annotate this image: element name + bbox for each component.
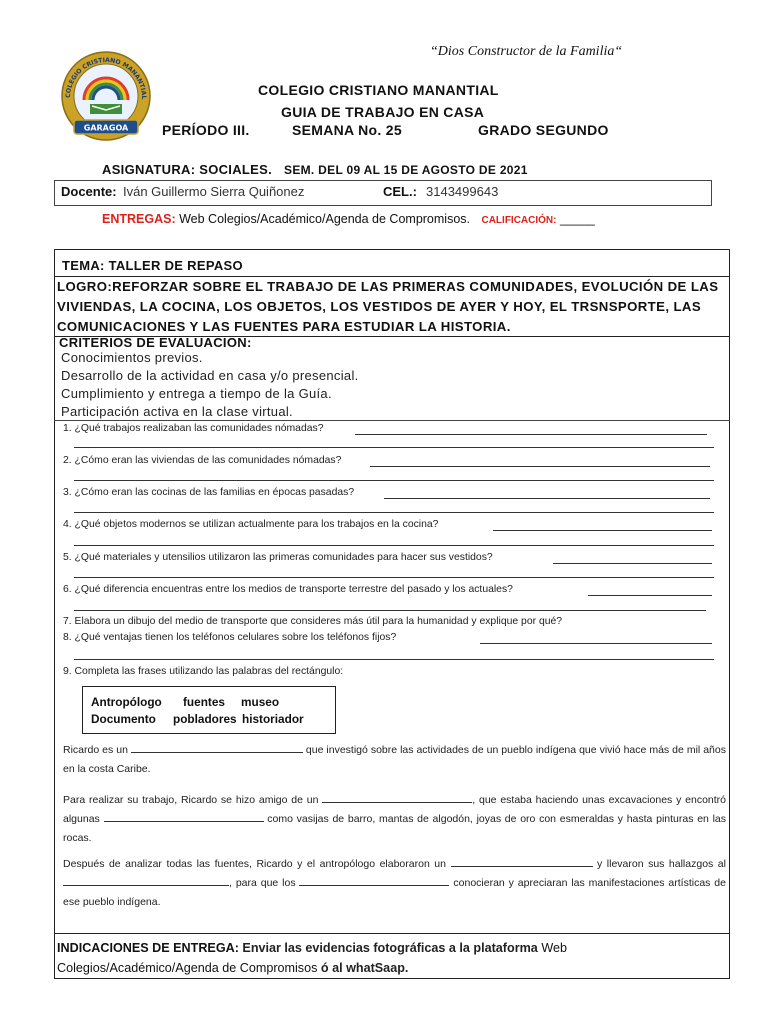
entregas-label: ENTREGAS: [102,212,176,226]
fill-blank[interactable] [451,857,593,867]
fill-blank[interactable] [63,876,229,886]
indicaciones-label: INDICACIONES DE ENTREGA: [57,941,239,955]
word-item: Antropólogo [91,695,162,709]
word-item: historiador [242,712,304,726]
paragraph-text: Para realizar su trabajo, Ricardo se hizo amigo de un [63,794,319,806]
answer-line[interactable] [493,530,712,531]
question-6: 6. ¿Qué diferencia encuentras entre los medios de transporte terrestre del pasado y los actuales? [63,584,513,595]
question-1: 1. ¿Qué trabajos realizaban las comunidades nómadas? [63,423,324,434]
word-item: fuentes [183,695,225,709]
word-item: pobladores [173,712,237,726]
fill-blank[interactable] [299,876,449,886]
guide-title: GUIA DE TRABAJO EN CASA [281,104,485,120]
tema: TEMA: TALLER DE REPASO [62,258,243,273]
word-item: Documento [91,712,156,726]
answer-line[interactable] [74,577,714,578]
fill-blank[interactable] [131,743,303,753]
answer-line[interactable] [74,545,714,546]
asignatura: ASIGNATURA: SOCIALES. [102,162,273,177]
logro: LOGRO:REFORZAR SOBRE EL TRABAJO DE LAS PRIMERAS COMUNIDADES, EVOLUCIÓN DE LAS VIVIENDAS, LA COCINA, LOS OBJETOS, LOS VESTIDOS DE AYER Y HOY, EL TRSNSPORTE, LAS COMUNICACIONES Y LAS FUENTES PARA ESTUDIAR LA HISTORIA. [57,279,719,334]
answer-line[interactable] [370,466,710,467]
answer-line[interactable] [74,610,706,611]
answer-line[interactable] [553,563,712,564]
fill-blank[interactable] [322,793,472,803]
paragraph-text: Después de analizar todas las fuentes, Ricardo y el antropólogo elaboraron un [63,858,446,870]
paragraph-text: , para que los [229,877,296,889]
criterio-item: Conocimientos previos. [61,350,203,365]
motto: “Dios Constructor de la Familia“ [430,44,623,59]
indicaciones [57,938,725,978]
calificacion-label: CALIFICACIÓN: [481,215,557,226]
answer-line[interactable] [74,659,714,660]
cel-value: 3143499643 [426,184,499,199]
cel-label: CEL.: [383,184,417,199]
entregas-text: Web Colegios/Académico/Agenda de Compromisos. [179,212,470,226]
paragraph-text: , que estaba haciendo unas excavaciones y encontró algunas [63,794,727,825]
logo-banner: GARAGOA [83,123,129,133]
asignatura-row [102,162,528,177]
docente-box [54,180,712,206]
school-name: COLEGIO CRISTIANO MANANTIAL [258,82,499,98]
paragraph-text: que investigó sobre las actividades de un pueblo indígena que vivió hace más de mil años en la costa Caribe. [63,744,726,775]
answer-line[interactable] [384,498,710,499]
paragraph-2 [63,791,726,848]
periodo: PERÍODO III. [162,122,250,138]
question-5: 5. ¿Qué materiales y utensilios utilizaron las primeras comunidades para hacer sus vestidos? [63,552,493,563]
answer-line[interactable] [355,434,707,435]
question-8: 8. ¿Qué ventajas tienen los teléfonos celulares sobre los teléfonos fijos? [63,632,397,643]
question-7: 7. Elabora un dibujo del medio de transporte que consideres más útil para la humanidad y explique por qué? [63,616,563,627]
paragraph-1 [63,741,726,779]
school-logo [56,48,156,144]
word-bank [82,686,336,734]
indicaciones-platform: Web Colegios/Académico/Agenda de Compromisos [57,941,567,975]
logo-ring-text: COLEGIO CRISTIANO MANANTIAL [64,56,148,100]
indicaciones-whatsapp: ó al whatSaap. [317,961,409,975]
docente-label: Docente: [61,184,117,199]
paragraph-text: como vasijas de barro, mantas de algodón, joyas de oro con esmeraldas y hasta pinturas en las rocas. [63,813,727,844]
paragraph-3 [63,855,726,912]
entregas-row [102,212,595,226]
question-9: 9. Completa las frases utilizando las palabras del rectángulo: [63,666,344,677]
question-3: 3. ¿Cómo eran las cocinas de las familias en épocas pasadas? [63,487,355,498]
answer-line[interactable] [74,512,714,513]
criterio-item: Desarrollo de la actividad en casa y/o presencial. [61,368,359,383]
fill-blank[interactable] [104,812,264,822]
word-item: museo [241,695,280,709]
question-2: 2. ¿Cómo eran las viviendas de las comunidades nómadas? [63,455,342,466]
answer-line[interactable] [74,480,714,481]
grado: GRADO SEGUNDO [478,122,609,138]
question-4: 4. ¿Qué objetos modernos se utilizan actualmente para los trabajos en la cocina? [63,519,439,530]
answer-line[interactable] [480,643,712,644]
criterios-title: CRITERIOS DE EVALUACION: [59,335,252,350]
paragraph-text: conocieran y apreciaran las manifestaciones artísticas de ese pueblo indígena. [63,877,726,908]
paragraph-text: Ricardo es un [63,744,128,756]
criterio-item: Participación activa en la clase virtual. [61,404,293,419]
docente-name: Iván Guillermo Sierra Quiñonez [123,184,305,199]
criterio-item: Cumplimiento y entrega a tiempo de la Guía. [61,386,332,401]
answer-line[interactable] [588,595,712,596]
indicaciones-text: Enviar las evidencias fotográficas a la plataforma [242,941,538,955]
semana-fechas: SEM. DEL 09 AL 15 DE AGOSTO DE 2021 [284,163,528,177]
semana: SEMANA No. 25 [292,122,402,138]
answer-line[interactable] [74,447,714,448]
calificacion-blank: _____ [559,212,595,226]
paragraph-text: y llevaron sus hallazgos al [597,858,726,870]
